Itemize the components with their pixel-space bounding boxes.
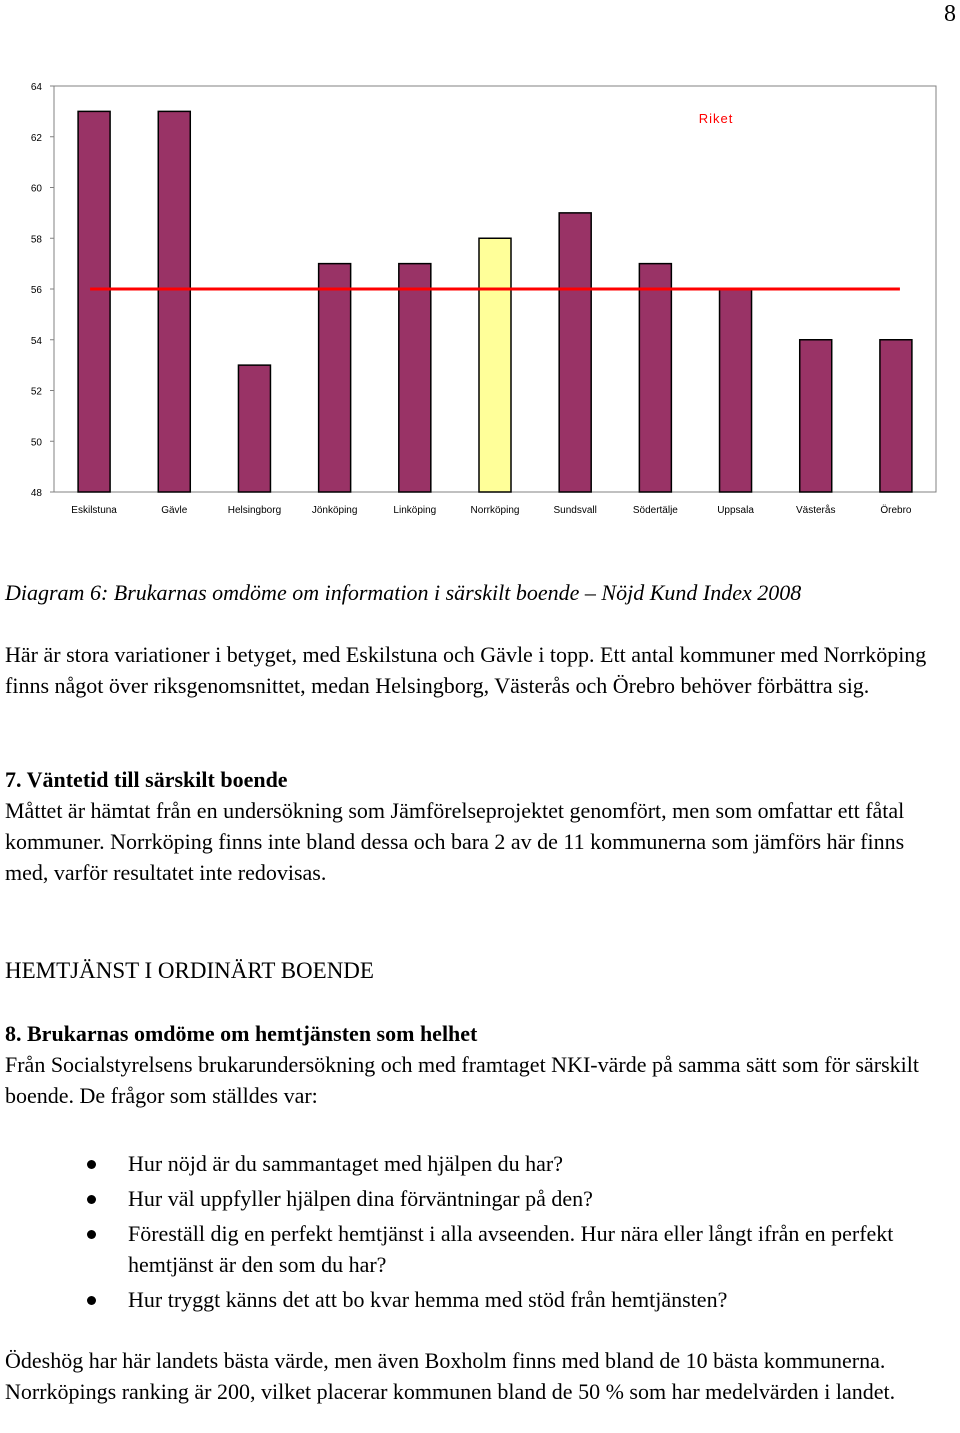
section-7-heading: 7. Väntetid till särskilt boende xyxy=(5,767,288,792)
x-tick-label: Jönköping xyxy=(311,505,358,516)
y-tick-label: 62 xyxy=(30,132,42,144)
question-item: Hur nöjd är du sammantaget med hjälpen du har? xyxy=(0,1148,950,1179)
bar-chart xyxy=(0,70,950,525)
x-tick-label: Gävle xyxy=(161,505,188,516)
y-tick-label: 54 xyxy=(30,335,42,347)
paragraph-variations: Här är stora variationer i betyget, med Eskilstuna och Gävle i topp. Ett antal kommuner med Norrköping finns något över riksgenomsnittet, medan Helsingborg, Västerås och Örebro behöver förbättra sig. xyxy=(5,642,927,698)
x-tick-label: Örebro xyxy=(880,505,912,516)
y-tick-label: 50 xyxy=(30,437,42,449)
chart-caption: Diagram 6: Brukarnas omdöme om information i särskilt boende – Nöjd Kund Index 2008 xyxy=(5,580,802,605)
x-tick-label: Helsingborg xyxy=(227,505,282,516)
x-tick-label: Sundsvall xyxy=(553,505,597,516)
y-tick-label: 58 xyxy=(30,234,42,246)
y-tick-label: 48 xyxy=(30,488,42,499)
x-tick-label: Västerås xyxy=(795,505,836,516)
bar-södertälje xyxy=(639,264,671,492)
final-paragraph: Ödeshög har här landets bästa värde, men även Boxholm finns med bland de 10 bästa kommunerna. Norrköpings ranking är 200, vilket placerar kommunen bland de 50 % som har medelvärden i landet. xyxy=(5,1348,896,1404)
bar-sundsvall xyxy=(559,213,591,492)
bar-västerås xyxy=(800,340,832,492)
x-tick-label: Uppsala xyxy=(717,505,754,516)
bar-uppsala xyxy=(720,289,752,492)
x-tick-label: Linköping xyxy=(393,505,437,516)
x-tick-label: Eskilstuna xyxy=(71,505,117,516)
bar-örebro xyxy=(880,340,912,492)
section-8 xyxy=(5,1018,952,1111)
section-7 xyxy=(5,764,952,888)
hemtjanst-heading: HEMTJÄNST I ORDINÄRT BOENDE xyxy=(5,958,374,983)
y-tick-label: 56 xyxy=(30,285,42,296)
section-8-body: Från Socialstyrelsens brukarundersökning och med framtaget NKI-värde på samma sätt som för särskilt boende. De frågor som ställdes var: xyxy=(5,1052,919,1108)
page-number: 8 xyxy=(944,1,956,27)
question-item: Hur tryggt känns det att bo kvar hemma med stöd från hemtjänsten? xyxy=(0,1284,950,1315)
bar-highlight-norrköping xyxy=(479,238,511,492)
reference-line-label: Riket xyxy=(698,111,734,126)
bar-linköping xyxy=(399,264,431,492)
question-item: Föreställ dig en perfekt hemtjänst i alla avseenden. Hur nära eller långt ifrån en perfekt hemtjänst är den som du har? xyxy=(0,1218,950,1280)
bar-helsingborg xyxy=(238,365,270,492)
bar-eskilstuna xyxy=(78,111,110,492)
y-tick-label: 60 xyxy=(30,183,42,195)
y-tick-label: 64 xyxy=(30,82,42,93)
questions-list xyxy=(0,1148,950,1319)
x-tick-label: Norrköping xyxy=(470,505,520,516)
bar-gävle xyxy=(158,111,190,492)
question-item: Hur väl uppfyller hjälpen dina förväntningar på den? xyxy=(0,1183,950,1214)
section-7-body: Måttet är hämtat från en undersökning som Jämförelseprojektet genomfört, men som omfattar ett fåtal kommuner. Norrköping finns inte bland dessa och bara 2 av de 11 kommunerna som jämförs här finns med, varför resultatet inte redovisas. xyxy=(5,798,905,885)
y-tick-label: 52 xyxy=(30,386,42,398)
section-8-heading: 8. Brukarnas omdöme om hemtjänsten som helhet xyxy=(5,1021,478,1046)
bar-jönköping xyxy=(319,264,351,492)
x-tick-label: Södertälje xyxy=(632,505,678,516)
